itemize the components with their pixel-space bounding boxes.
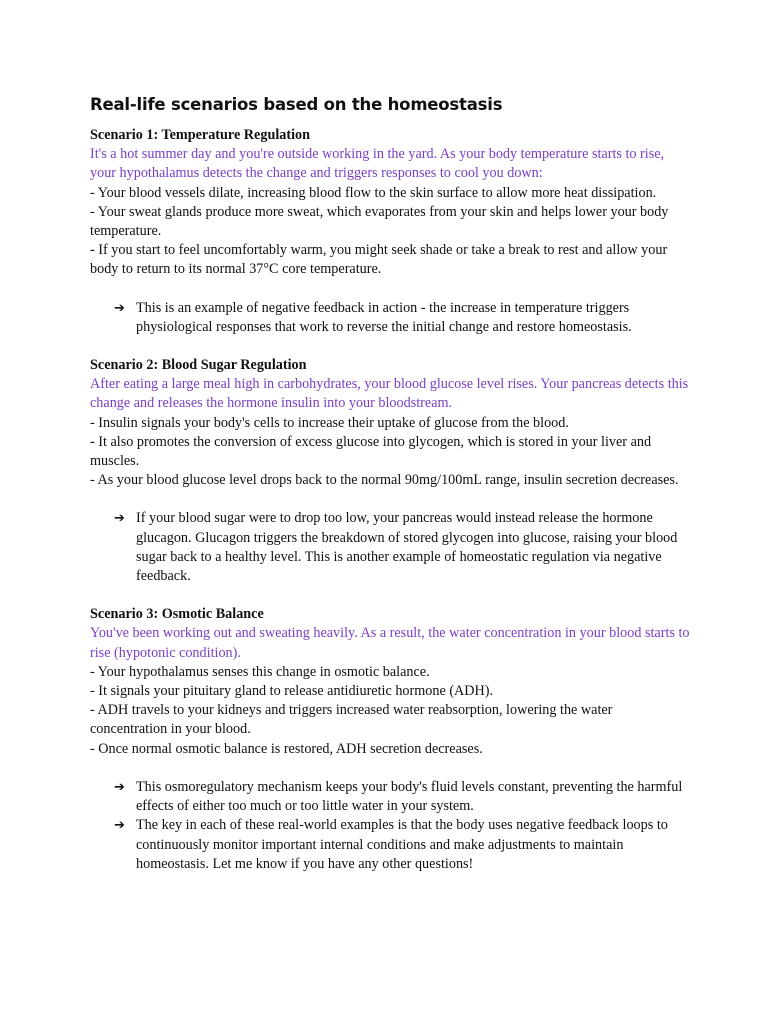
spacer — [90, 586, 690, 605]
note-list — [90, 778, 690, 874]
scenario-line: - It signals your pituitary gland to release antidiuretic hormone (ADH). — [90, 683, 494, 700]
scenario-temperature-regulation — [90, 126, 690, 356]
note-text: The key in each of these real-world examples is that the body uses negative feedback loops to continuously monitor important internal conditions and make adjustments to maintain homeostasis. Let me know if you have any other questions! — [136, 817, 668, 872]
scenario-line: - It also promotes the conversion of excess glucose into glycogen, which is stored in your liver and muscles. — [90, 433, 652, 470]
scenario-osmotic-balance — [90, 605, 690, 874]
scenario-intro: After eating a large meal high in carbohydrates, your blood glucose level rises. Your pancreas detects this change and releases the hormone insulin into your bloodstream. — [90, 376, 689, 412]
scenario-intro: It's a hot summer day and you're outside working in the yard. As your body temperature starts to rise, your hypothalamus detects the change and triggers responses to cool you down: — [90, 146, 665, 182]
scenario-line: - Your blood vessels dilate, increasing blood flow to the skin surface to allow more heat dissipation. — [90, 184, 657, 201]
scenario-heading: Scenario 3: Osmotic Balance — [90, 606, 264, 623]
spacer — [90, 490, 690, 509]
scenario-line: - If you start to feel uncomfortably warm, you might seek shade or take a break to rest and allow your body to return to its normal 37°C core temperature. — [90, 242, 668, 278]
scenario-line: - As your blood glucose level drops back to the normal 90mg/100mL range, insulin secretion decreases. — [90, 472, 679, 489]
arrow-right-icon: ➔ — [114, 818, 125, 834]
spacer — [90, 759, 690, 778]
scenario-intro: You've been working out and sweating heavily. As a result, the water concentration in your blood starts to rise (hypotonic condition). — [90, 625, 690, 661]
scenario-heading: Scenario 2: Blood Sugar Regulation — [90, 357, 307, 374]
arrow-right-icon: ➔ — [114, 300, 125, 316]
note-list — [90, 509, 690, 586]
scenario-blood-sugar-regulation — [90, 356, 690, 605]
document-page — [90, 94, 690, 874]
note-item — [114, 778, 690, 816]
scenario-line: - ADH travels to your kidneys and triggers increased water reabsorption, lowering the water concentration in your blood. — [90, 702, 613, 738]
note-text: If your blood sugar were to drop too low, your pancreas would instead release the hormone glucagon. Glucagon triggers the breakdown of stored glycogen into glucose, raising your blood sugar back to a healthy level. This is another example of homeostatic regulation via negative feedback. — [136, 510, 678, 585]
scenario-line: - Your sweat glands produce more sweat, which evaporates from your skin and helps lower your body temperature. — [90, 203, 669, 240]
arrow-right-icon: ➔ — [114, 511, 125, 527]
note-text: This osmoregulatory mechanism keeps your body's fluid levels constant, preventing the harmful effects of either too much or too little water in your system. — [136, 778, 683, 815]
arrow-right-icon: ➔ — [114, 779, 125, 795]
note-item — [114, 299, 690, 337]
scenario-line: - Once normal osmotic balance is restored, ADH secretion decreases. — [90, 740, 483, 757]
spacer — [90, 280, 690, 299]
scenario-heading: Scenario 1: Temperature Regulation — [90, 127, 311, 143]
spacer — [90, 337, 690, 356]
note-item — [114, 816, 690, 874]
note-list — [90, 299, 690, 337]
page-title: Real-life scenarios based on the homeostasis — [90, 95, 503, 114]
note-text: This is an example of negative feedback in action - the increase in temperature triggers physiological responses that work to reverse the initial change and restore homeostasis. — [136, 299, 632, 335]
scenario-line: - Your hypothalamus senses this change in osmotic balance. — [90, 663, 430, 680]
scenario-line: - Insulin signals your body's cells to increase their uptake of glucose from the blood. — [90, 414, 569, 431]
note-item — [114, 509, 690, 586]
